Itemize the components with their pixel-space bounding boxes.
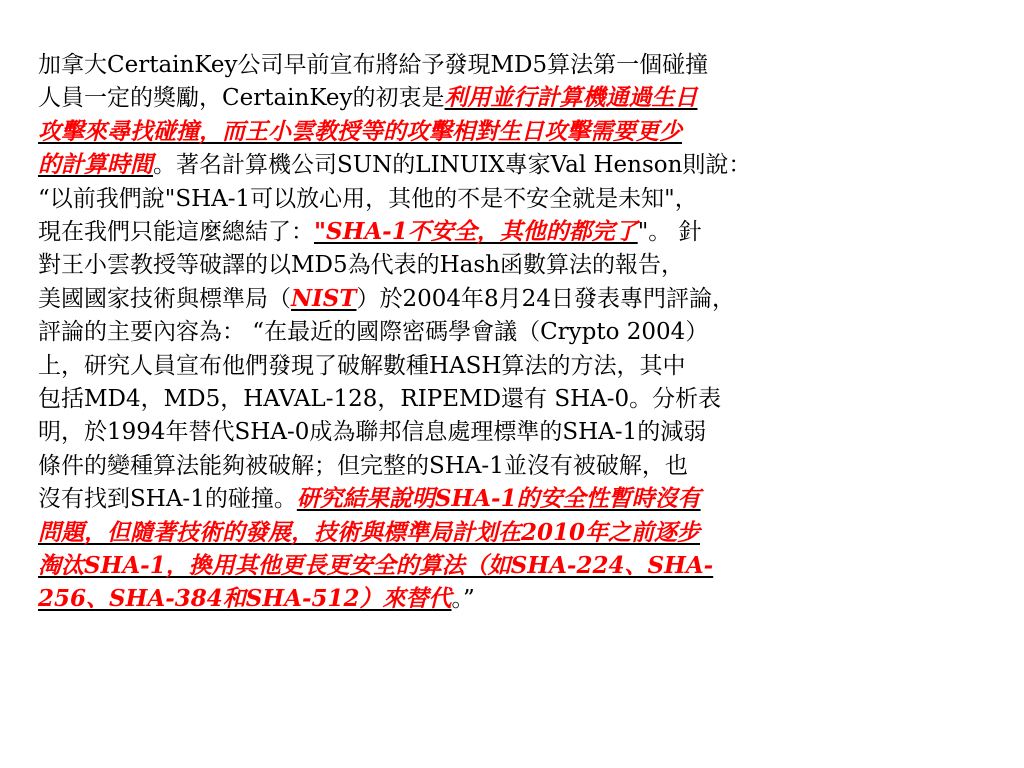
text-line: [38, 417, 706, 447]
text-line: [38, 351, 685, 381]
highlighted-text: NIST: [291, 284, 357, 312]
text-line: [38, 484, 701, 514]
body-text: “以前我們說"SHA-1可以放心用，其他的不是不安全就是未知"，: [38, 185, 698, 212]
text-line: [38, 217, 702, 247]
body-text: 加拿大CertainKey公司早前宣布將給予發現MD5算法第一個碰撞: [38, 52, 709, 78]
text-line: [38, 551, 713, 581]
body-text: 美國國家技術與標準局（: [38, 285, 291, 312]
body-text: 上，研究人員宣布他們發現了破解數種HASH算法的方法，其中: [38, 352, 686, 379]
text-line: [38, 317, 708, 347]
text-line: [38, 50, 708, 80]
text-line: [38, 284, 735, 314]
body-text: 條件的變種算法能夠被破解；但完整的SHA-1並沒有被破解，也: [38, 452, 688, 479]
body-text: ）於2004年8月24日發表專門評論，: [356, 285, 735, 312]
text-line: [38, 117, 682, 147]
highlighted-text: "SHA-1不安全，其他的都完了: [314, 218, 638, 245]
body-text: 。著名計算機公司SUN的LINUIX專家Val Henson則說：: [153, 152, 752, 179]
body-text: 評論的主要內容為： “在最近的國際密碼學會議（Crypto 2004）: [38, 319, 709, 346]
highlighted-text: 問題，但隨著技術的發展，技術與標準局計划在2010年之前逐步: [38, 518, 701, 546]
text-line: [38, 83, 698, 113]
body-text: 包括MD4，MD5，HAVAL-128，RIPEMD還有 SHA-0。分析表: [38, 386, 722, 412]
text-line: [38, 184, 698, 214]
text-line: [38, 150, 751, 180]
body-text: "。 針: [637, 219, 702, 245]
body-text: 沒有找到SHA-1的碰撞。: [38, 486, 297, 513]
body-text: 對王小雲教授等破譯的以MD5為代表的Hash函數算法的報告，: [38, 252, 685, 279]
highlighted-text: 256、SHA-384和SHA-512）來替代: [38, 585, 452, 613]
body-text: 明，於1994年替代SHA-0成為聯邦信息處理標準的SHA-1的減弱: [38, 419, 707, 446]
body-text: 人員一定的獎勵，CertainKey的初衷是: [38, 85, 445, 112]
highlighted-text: 的計算時間: [38, 151, 153, 179]
highlighted-text: 攻擊來尋找碰撞，而王小雲教授等的攻擊相對生日攻擊需要更少: [38, 117, 682, 145]
highlighted-text: 利用並行計算機通過生日: [444, 84, 698, 112]
highlighted-text: 淘汰SHA-1，換用其他更長更安全的算法（如SHA-224、SHA-: [38, 552, 714, 579]
highlighted-text: 研究結果說明SHA-1的安全性暫時沒有: [296, 485, 701, 513]
text-line: [38, 384, 721, 414]
text-line: [38, 250, 684, 280]
body-text: 現在我們只能這麼總結了：: [38, 219, 314, 245]
text-line: [38, 451, 688, 481]
text-line: [38, 584, 475, 614]
body-text: 。”: [451, 586, 475, 613]
text-line: [38, 518, 700, 548]
